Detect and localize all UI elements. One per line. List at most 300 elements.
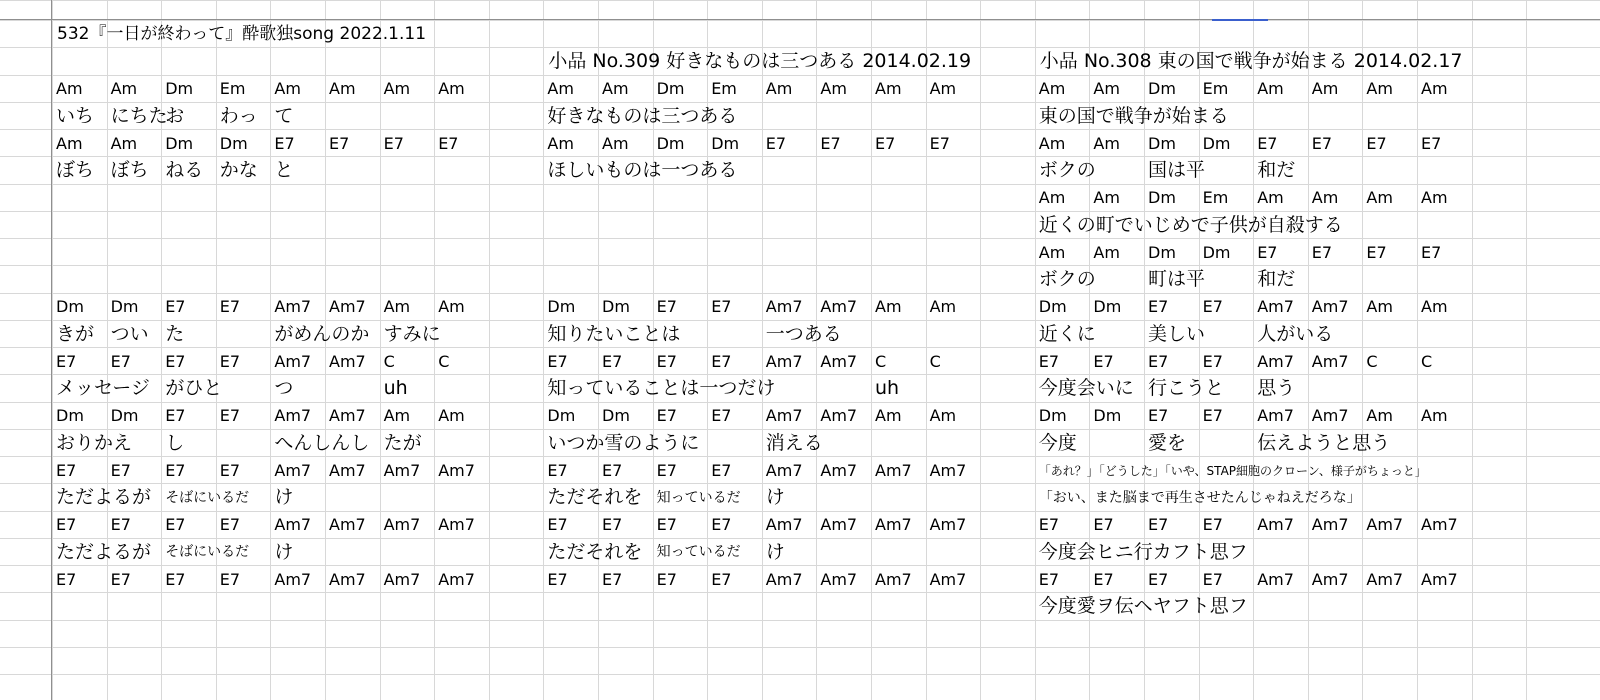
chord-cell: Am7: [820, 569, 858, 589]
chord-cell: E7: [1202, 297, 1223, 317]
column-gridline: [1362, 0, 1363, 700]
lyric-cell: し: [165, 431, 185, 454]
chord-cell: Am: [274, 79, 301, 99]
lyric-cell: そばにいるだ: [165, 489, 250, 506]
chord-cell: Am: [929, 406, 957, 426]
chord-cell: E7: [56, 515, 77, 535]
frozen-pane-divider: [51, 0, 52, 700]
chord-cell: Am: [547, 79, 574, 99]
chord-cell: Am: [1093, 133, 1120, 153]
chord-cell: Dm: [1038, 297, 1067, 317]
row-gridline: [0, 538, 1600, 539]
column-gridline: [1526, 0, 1527, 700]
lyric-cell: ほしいものは一つある: [547, 159, 738, 182]
chord-cell: Am7: [820, 297, 858, 317]
column-gridline: [489, 0, 490, 700]
chord-cell: E7: [602, 351, 623, 371]
row-gridline: [0, 320, 1600, 321]
row-gridline: [0, 0, 1600, 1]
chord-cell: Am7: [929, 569, 967, 589]
row-gridline: [0, 211, 1600, 212]
chord-cell: E7: [219, 297, 241, 317]
chord-cell: E7: [656, 460, 677, 480]
chord-cell: C: [929, 351, 941, 371]
chord-cell: Am: [56, 133, 83, 153]
chord-cell: E7: [602, 460, 623, 480]
chord-cell: Am: [602, 79, 629, 99]
chord-cell: Am: [547, 133, 574, 153]
lyric-cell: 今度: [1038, 431, 1077, 454]
chord-cell: Am: [1093, 188, 1120, 208]
chord-cell: E7: [165, 460, 186, 480]
chord-cell: E7: [1311, 242, 1333, 262]
chord-cell: E7: [1421, 133, 1442, 153]
chord-cell: Am: [1421, 297, 1448, 317]
chord-cell: E7: [165, 569, 186, 589]
lyric-cell: かな: [219, 159, 258, 182]
lyric-cell: へんしんし: [274, 431, 370, 454]
chord-cell: Am: [875, 79, 902, 99]
chord-cell: Am7: [1257, 297, 1294, 317]
chord-cell: Am7: [329, 460, 366, 480]
chord-cell: Am: [1421, 188, 1448, 208]
chord-cell: C: [438, 351, 450, 371]
lyric-cell: 今度会ヒニ行カフト思フ: [1038, 540, 1248, 563]
chord-cell: Am: [383, 297, 411, 317]
chord-cell: E7: [602, 515, 623, 535]
chord-cell: E7: [165, 515, 186, 535]
lyric-cell: メッセージ: [56, 377, 150, 400]
lyric-cell: つい: [110, 322, 149, 345]
row-gridline: [0, 347, 1600, 348]
lyric-cell: と: [274, 159, 294, 182]
column-gridline: [216, 0, 217, 700]
chord-cell: C: [875, 351, 887, 371]
lyric-cell: 知っているだ: [656, 489, 741, 506]
header-cell: 532『一日が終わって』酔歌独song 2022.1.11: [57, 24, 427, 45]
chord-cell: Am: [1038, 133, 1066, 153]
chord-cell: C: [1421, 351, 1433, 371]
chord-cell: Am7: [383, 515, 421, 535]
chord-cell: Am7: [1257, 351, 1294, 371]
chord-cell: E7: [1202, 515, 1223, 535]
chord-cell: E7: [110, 351, 131, 371]
chord-cell: E7: [274, 133, 295, 153]
chord-cell: E7: [219, 569, 241, 589]
chord-cell: Am7: [329, 297, 366, 317]
chord-cell: E7: [110, 460, 131, 480]
lyric-cell: お: [165, 104, 185, 127]
chord-cell: Am7: [820, 460, 858, 480]
chord-cell: E7: [219, 460, 241, 480]
chord-cell: E7: [56, 569, 77, 589]
chord-cell: E7: [383, 133, 404, 153]
lyric-cell: 愛を: [1148, 431, 1187, 454]
lyric-cell: 「あれ？」「どうした」「いや、STAP細胞のクローン、様子がちょっと」: [1038, 463, 1427, 478]
lyric-cell: 思う: [1257, 377, 1296, 400]
lyric-cell: ねる: [165, 159, 204, 182]
row-gridline: [0, 647, 1600, 648]
chord-cell: Am7: [875, 569, 912, 589]
chord-cell: E7: [1202, 406, 1223, 426]
chord-cell: E7: [1366, 242, 1387, 262]
chord-cell: Am: [875, 406, 902, 426]
row-gridline: [0, 75, 1600, 76]
lyric-cell: 和だ: [1257, 159, 1296, 182]
chord-cell: Am7: [929, 515, 967, 535]
chord-cell: Am7: [438, 460, 475, 480]
chord-cell: Am7: [929, 460, 967, 480]
chord-cell: E7: [820, 133, 841, 153]
chord-cell: Dm: [602, 297, 630, 317]
lyric-cell: おりかえ: [56, 431, 133, 454]
chord-cell: E7: [1038, 351, 1060, 371]
column-gridline: [926, 0, 927, 700]
row-gridline: [0, 374, 1600, 375]
chord-cell: Am: [1366, 297, 1393, 317]
lyric-cell: 知っていることは一つだけ: [547, 377, 776, 400]
lyric-cell: にちた: [110, 104, 168, 127]
lyric-cell: 知りたいことは: [547, 322, 681, 345]
chord-cell: Em: [1202, 188, 1229, 208]
lyric-cell: ただよるが: [56, 540, 152, 563]
chord-cell: Dm: [656, 79, 685, 99]
lyric-cell: た: [165, 322, 185, 345]
row-gridline: [0, 674, 1600, 675]
chord-cell: Dm: [1148, 79, 1176, 99]
row-gridline: [0, 511, 1600, 512]
chord-cell: Am7: [1421, 515, 1458, 535]
chord-cell: Am: [1311, 79, 1339, 99]
lyric-cell: すみに: [383, 322, 441, 345]
row-gridline: [0, 483, 1600, 484]
chord-cell: Am7: [383, 569, 421, 589]
chord-cell: E7: [110, 515, 131, 535]
chord-cell: C: [1366, 351, 1378, 371]
chord-cell: E7: [165, 351, 186, 371]
chord-cell: Am: [1038, 79, 1066, 99]
chord-cell: Am: [56, 79, 83, 99]
column-gridline: [1253, 0, 1254, 700]
lyric-cell: きが: [56, 322, 95, 345]
lyric-cell: 近くの町でいじめで子供が自殺する: [1038, 213, 1343, 236]
chord-cell: Em: [711, 79, 737, 99]
column-gridline: [434, 0, 435, 700]
chord-cell: E7: [929, 133, 950, 153]
chord-cell: E7: [711, 297, 732, 317]
row-gridline: [0, 565, 1600, 566]
chord-cell: Am7: [274, 460, 312, 480]
chord-cell: Dm: [1148, 188, 1176, 208]
chord-cell: E7: [1038, 569, 1060, 589]
chord-cell: Am7: [765, 297, 803, 317]
chord-cell: E7: [1148, 515, 1169, 535]
lyric-cell: つ: [274, 377, 294, 400]
chord-cell: Dm: [165, 79, 194, 99]
chord-cell: E7: [547, 351, 568, 371]
chord-cell: Dm: [602, 406, 630, 426]
column-gridline: [1472, 0, 1473, 700]
chord-cell: E7: [875, 133, 896, 153]
chord-cell: E7: [1038, 515, 1060, 535]
lyric-cell: ボクの: [1038, 159, 1096, 182]
chord-cell: E7: [1202, 569, 1223, 589]
row-gridline: [0, 102, 1600, 103]
chord-cell: E7: [765, 133, 787, 153]
chord-cell: Am7: [383, 460, 421, 480]
chord-cell: Am: [1257, 188, 1284, 208]
lyric-cell: け: [274, 540, 294, 563]
chord-cell: Am7: [329, 351, 366, 371]
chord-cell: E7: [1148, 351, 1169, 371]
row-gridline: [0, 456, 1600, 457]
chord-cell: E7: [711, 569, 732, 589]
chord-cell: Am7: [1311, 515, 1349, 535]
chord-cell: Am: [1421, 79, 1448, 99]
chord-cell: Am: [1093, 79, 1120, 99]
chord-cell: Am: [820, 79, 847, 99]
chord-cell: E7: [219, 351, 241, 371]
chord-cell: Dm: [547, 406, 576, 426]
chord-cell: E7: [1093, 569, 1114, 589]
chord-cell: E7: [56, 351, 77, 371]
frozen-pane-divider: [0, 19, 1600, 20]
chord-cell: Am7: [1257, 515, 1294, 535]
chord-cell: Am7: [274, 297, 312, 317]
chord-cell: E7: [110, 569, 131, 589]
row-gridline: [0, 238, 1600, 239]
chord-cell: E7: [1257, 242, 1278, 262]
chord-cell: E7: [56, 460, 77, 480]
chord-cell: Am7: [438, 515, 475, 535]
chord-cell: Am: [438, 297, 465, 317]
lyric-cell: がひと: [165, 377, 223, 400]
chord-cell: E7: [602, 569, 623, 589]
lyric-cell: 近くに: [1038, 322, 1096, 345]
chord-cell: Am: [1038, 242, 1066, 262]
lyric-cell: 和だ: [1257, 268, 1296, 291]
lyric-cell: 行こうと: [1148, 377, 1225, 400]
column-gridline: [980, 0, 981, 700]
row-gridline: [0, 265, 1600, 266]
lyric-cell: ただそれを: [547, 486, 643, 509]
chord-cell: Am: [1366, 406, 1393, 426]
chord-cell: Am: [383, 406, 411, 426]
chord-cell: E7: [1148, 297, 1169, 317]
chord-cell: Am7: [1257, 406, 1294, 426]
chord-cell: E7: [1366, 133, 1387, 153]
lyric-cell: uh: [383, 377, 408, 400]
chord-cell: Am7: [820, 351, 858, 371]
lyric-cell: 国は平: [1148, 159, 1206, 182]
song-title: 小品 No.308 東の国で戦争が始まる 2014.02.17: [1039, 50, 1463, 73]
chord-cell: E7: [711, 406, 732, 426]
row-gridline: [0, 156, 1600, 157]
chord-cell: E7: [219, 515, 241, 535]
chord-cell: E7: [1311, 133, 1333, 153]
chord-cell: Dm: [1202, 242, 1231, 262]
chord-cell: Dm: [56, 297, 84, 317]
lyric-cell: 今度会いに: [1038, 377, 1134, 400]
chord-cell: Am: [875, 297, 902, 317]
chord-cell: Dm: [1202, 133, 1231, 153]
chord-cell: Am: [329, 79, 356, 99]
chord-cell: E7: [547, 460, 568, 480]
chord-cell: Am7: [1311, 351, 1349, 371]
chord-cell: Dm: [219, 133, 248, 153]
active-column-indicator: [1212, 19, 1268, 21]
chord-cell: Am7: [875, 460, 912, 480]
column-gridline: [52, 0, 53, 700]
chord-cell: Am7: [820, 515, 858, 535]
chord-cell: E7: [438, 133, 459, 153]
column-gridline: [270, 0, 271, 700]
lyric-cell: いち: [56, 104, 95, 127]
chord-cell: Am: [1366, 188, 1393, 208]
chord-cell: Dm: [110, 297, 139, 317]
lyric-cell: ただよるが: [56, 486, 152, 509]
lyric-cell: 「おい、また脳まで再生させたんじゃねえだろな」: [1038, 489, 1361, 506]
chord-cell: Am: [929, 297, 957, 317]
chord-cell: E7: [656, 515, 677, 535]
chord-cell: Am: [765, 79, 793, 99]
row-gridline: [0, 47, 1600, 48]
chord-cell: Am7: [1257, 569, 1294, 589]
chord-cell: Am: [1366, 79, 1393, 99]
row-gridline: [0, 429, 1600, 430]
chord-cell: E7: [219, 406, 241, 426]
chord-cell: E7: [1093, 515, 1114, 535]
chord-cell: Em: [219, 79, 246, 99]
chord-cell: Am7: [765, 460, 803, 480]
song-title: 小品 No.309 好きなものは三つある 2014.02.19: [548, 50, 972, 73]
chord-cell: E7: [329, 133, 350, 153]
chord-cell: Am7: [274, 406, 312, 426]
row-gridline: [0, 129, 1600, 130]
chord-cell: Am: [1421, 406, 1448, 426]
row-gridline: [0, 402, 1600, 403]
chord-cell: Dm: [165, 133, 194, 153]
lyric-cell: 知っているだ: [656, 544, 741, 561]
column-gridline: [1308, 0, 1309, 700]
chord-cell: Am7: [1311, 406, 1349, 426]
column-gridline: [816, 0, 817, 700]
chord-cell: Am7: [1366, 569, 1404, 589]
chord-cell: Dm: [711, 133, 740, 153]
chord-cell: E7: [711, 351, 732, 371]
lyric-cell: け: [765, 486, 785, 509]
chord-cell: Am: [1311, 188, 1339, 208]
chord-cell: Am7: [274, 569, 312, 589]
lyric-cell: 消える: [765, 431, 823, 454]
chord-cell: C: [383, 351, 395, 371]
lyric-cell: て: [274, 104, 294, 127]
column-gridline: [1035, 0, 1036, 700]
lyric-cell: がめんのか: [274, 322, 370, 345]
chord-cell: Dm: [547, 297, 576, 317]
chord-cell: Am7: [765, 569, 803, 589]
chord-cell: Am7: [329, 406, 366, 426]
chord-cell: Am7: [820, 406, 858, 426]
lyric-cell: 今度愛ヲ伝ヘヤフト思フ: [1038, 595, 1248, 618]
chord-cell: Am: [929, 79, 957, 99]
chord-cell: Am: [1093, 242, 1120, 262]
chord-cell: Am7: [438, 569, 475, 589]
lyric-cell: 人がいる: [1257, 322, 1334, 345]
chord-cell: Am: [438, 79, 465, 99]
lyric-cell: ぼち: [56, 159, 95, 182]
chord-cell: Am7: [765, 351, 803, 371]
chord-cell: Am7: [1366, 515, 1404, 535]
chord-cell: E7: [165, 406, 186, 426]
chord-cell: E7: [656, 406, 677, 426]
lyric-cell: 東の国で戦争が始まる: [1038, 104, 1229, 127]
chord-cell: Dm: [110, 406, 139, 426]
column-gridline: [543, 0, 544, 700]
chord-cell: E7: [711, 460, 732, 480]
lyric-cell: ぼち: [110, 159, 149, 182]
chord-cell: Dm: [1093, 406, 1122, 426]
chord-cell: Am7: [329, 515, 366, 535]
lyric-cell: 好きなものは三つある: [547, 104, 738, 127]
chord-cell: E7: [1148, 406, 1169, 426]
chord-cell: E7: [165, 297, 186, 317]
lyric-cell: 一つある: [765, 322, 842, 345]
chord-cell: Am: [110, 133, 138, 153]
lyric-cell: ただそれを: [547, 540, 643, 563]
chord-cell: Am: [438, 406, 465, 426]
chord-cell: Dm: [1038, 406, 1067, 426]
lyric-cell: け: [765, 540, 785, 563]
column-gridline: [871, 0, 872, 700]
chord-cell: E7: [1202, 351, 1223, 371]
chord-cell: E7: [656, 297, 677, 317]
row-gridline: [0, 293, 1600, 294]
chord-cell: Am7: [1311, 297, 1349, 317]
chord-cell: Am7: [765, 406, 803, 426]
chord-cell: Am7: [875, 515, 912, 535]
chord-cell: Am: [383, 79, 411, 99]
chord-cell: Am: [602, 133, 629, 153]
chord-cell: E7: [1093, 351, 1114, 371]
lyric-cell: いつか雪のように: [547, 431, 700, 454]
lyric-cell: ボクの: [1038, 268, 1096, 291]
chord-cell: Am7: [1421, 569, 1458, 589]
lyric-cell: uh: [875, 377, 900, 400]
lyric-cell: 伝えようと思う: [1257, 431, 1391, 454]
chord-cell: Dm: [656, 133, 685, 153]
lyric-cell: そばにいるだ: [165, 544, 250, 561]
row-gridline: [0, 592, 1600, 593]
column-gridline: [762, 0, 763, 700]
chord-cell: Dm: [56, 406, 84, 426]
chord-cell: Am: [110, 79, 138, 99]
chord-cell: E7: [547, 515, 568, 535]
chord-cell: E7: [1148, 569, 1169, 589]
chord-cell: E7: [656, 351, 677, 371]
lyric-cell: 町は平: [1148, 268, 1206, 291]
lyric-cell: 美しい: [1148, 322, 1206, 345]
lyric-cell: わっ: [219, 104, 258, 127]
row-gridline: [0, 620, 1600, 621]
chord-cell: Dm: [1148, 133, 1176, 153]
row-gridline: [0, 184, 1600, 185]
chord-cell: Am7: [765, 515, 803, 535]
chord-cell: Dm: [1093, 297, 1122, 317]
column-gridline: [325, 0, 326, 700]
chord-cell: E7: [656, 569, 677, 589]
chord-cell: E7: [547, 569, 568, 589]
